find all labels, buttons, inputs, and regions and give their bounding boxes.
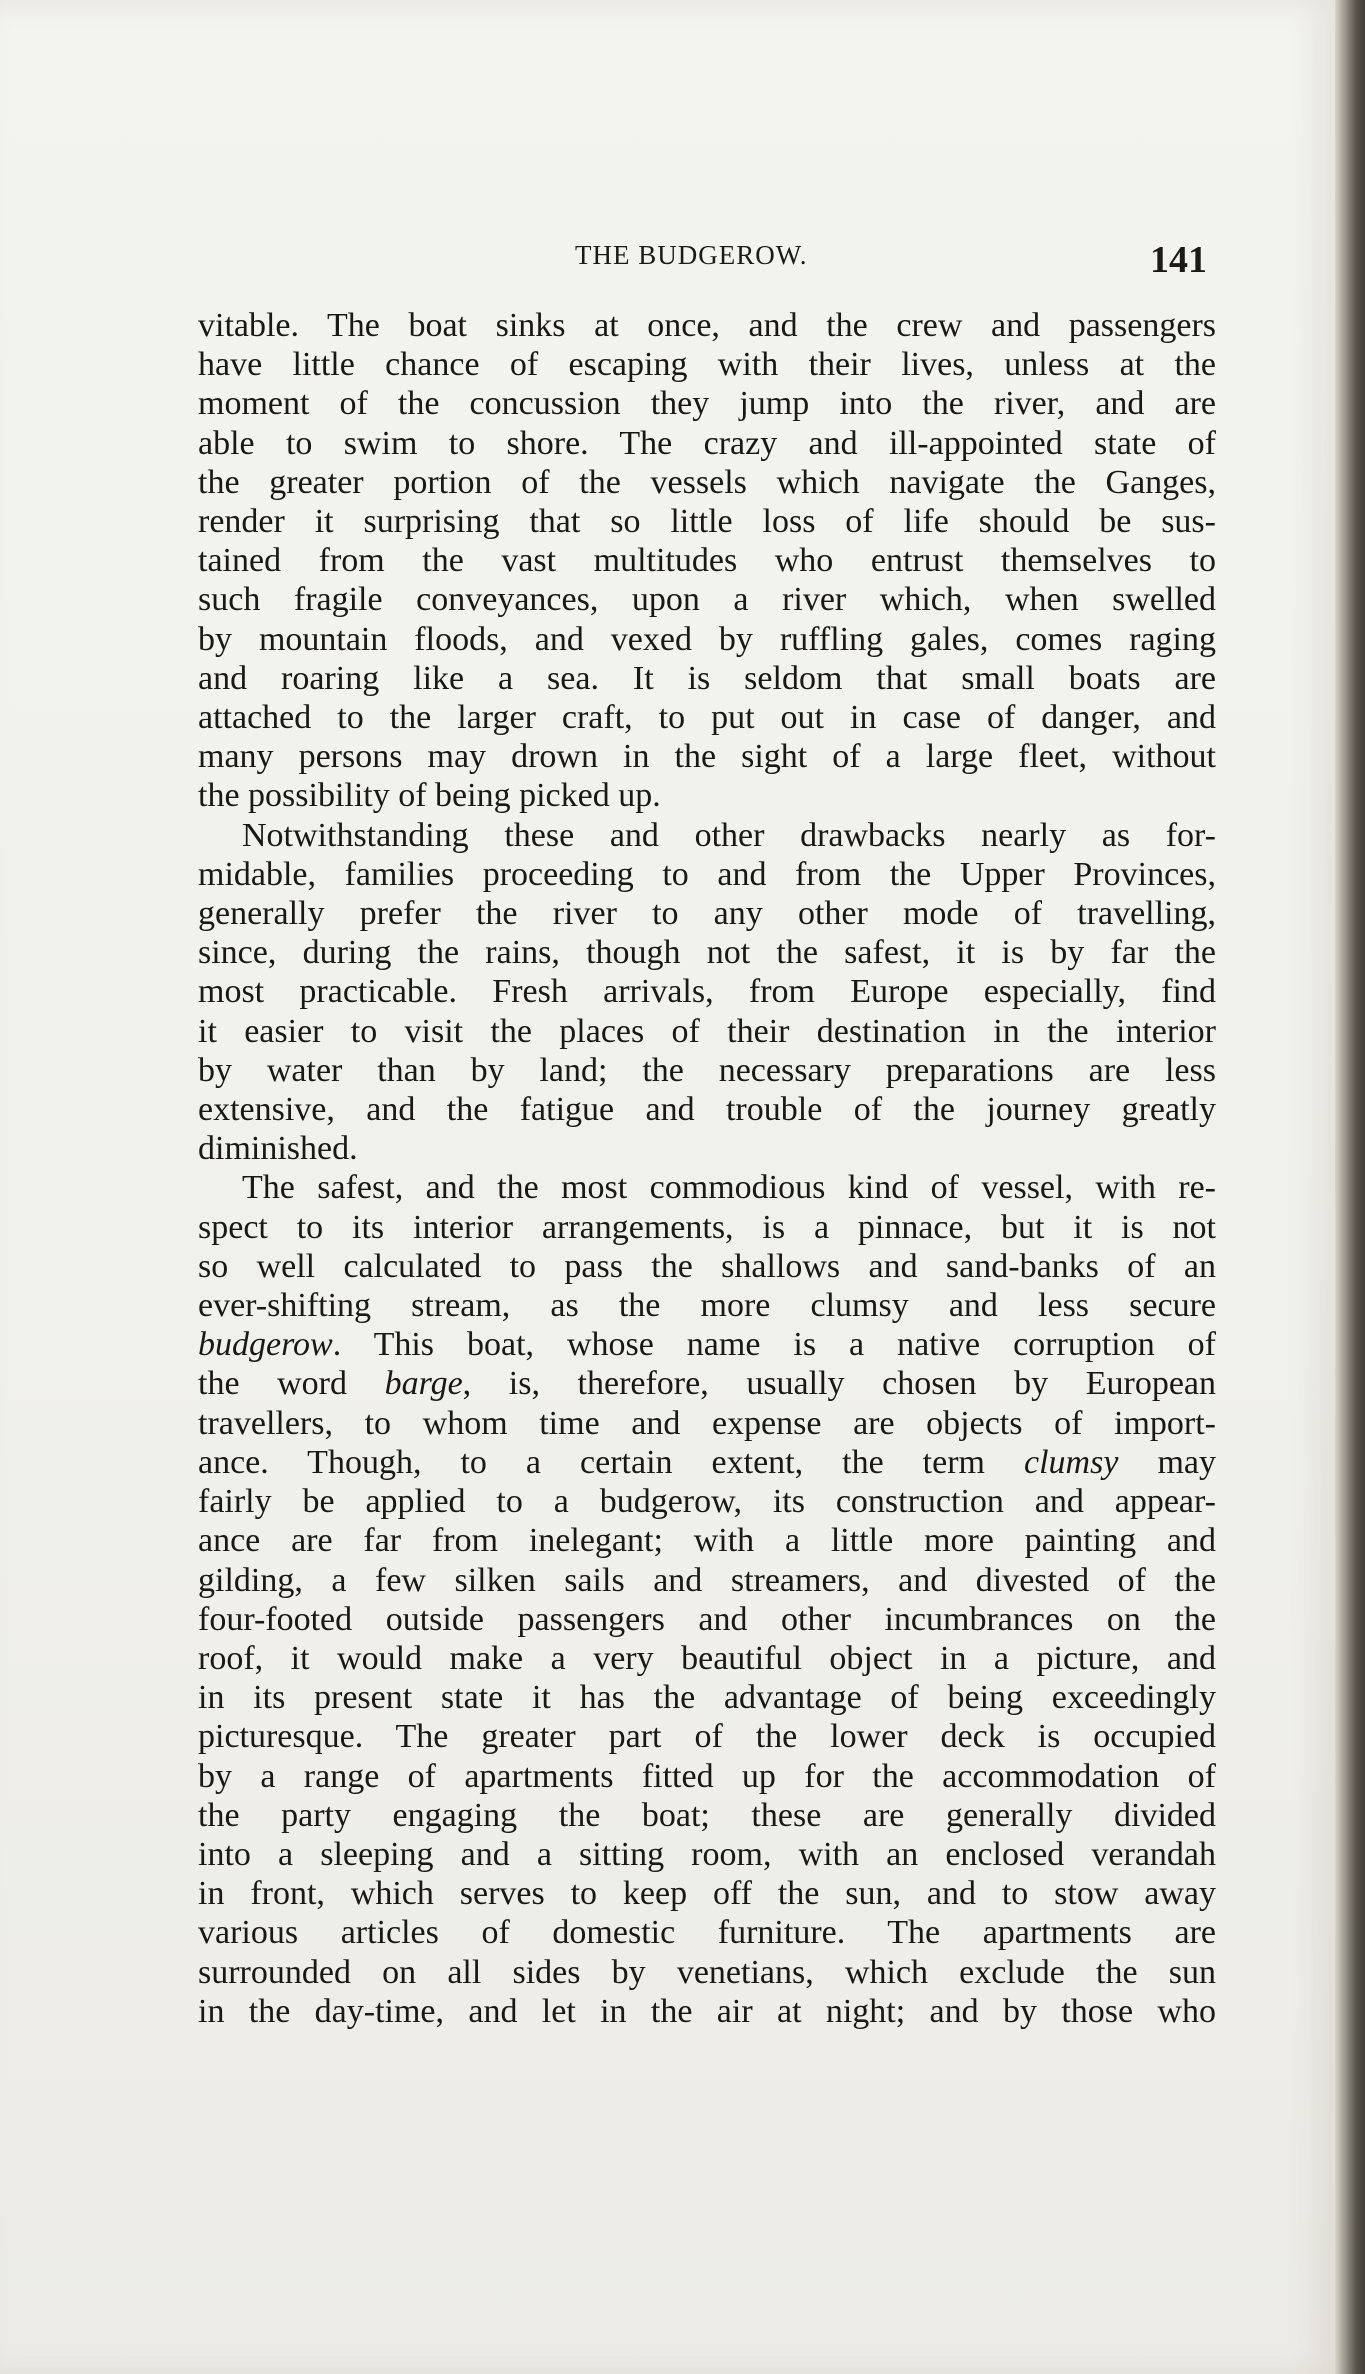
body-text — [198, 306, 1216, 2031]
text-line: most practicable. Fresh arrivals, from Europe especially, find — [198, 973, 1216, 1011]
text-line: have little chance of escaping with their lives, unless at the — [198, 346, 1216, 384]
text-line: ance are far from inelegant; with a little more painting and — [198, 1522, 1216, 1560]
text-line: picturesque. The greater part of the lower deck is occupied — [198, 1718, 1216, 1756]
text-line: four-footed outside passengers and other incumbrances on the — [198, 1600, 1216, 1638]
text-line: vitable. The boat sinks at once, and the crew and passengers — [198, 307, 1216, 344]
text-line: so well calculated to pass the shallows and sand-banks of an — [198, 1247, 1216, 1285]
text-line: such fragile conveyances, upon a river which, when swelled — [198, 581, 1216, 619]
text-line: able to swim to shore. The crazy and ill-appointed state of — [198, 424, 1216, 462]
text-line: gilding, a few silken sails and streamers, and divested of the — [198, 1561, 1216, 1599]
paragraph-2 — [198, 816, 1216, 1169]
text-line: tained from the vast multitudes who entrust themselves to — [198, 542, 1216, 580]
paragraph-1 — [198, 306, 1216, 816]
text-line: ance. Though, to a certain extent, the term clumsy may — [198, 1443, 1216, 1481]
book-spine-edge — [1335, 0, 1365, 2374]
running-head-title: THE BUDGEROW. — [575, 240, 808, 270]
text-line: spect to its interior arrangements, is a pinnace, but it is not — [198, 1208, 1216, 1246]
text-line: midable, families proceeding to and from the Upper Provinces, — [198, 855, 1216, 893]
text-line: surrounded on all sides by venetians, which exclude the sun — [198, 1953, 1216, 1991]
text-line: in the day-time, and let in the air at night; and by those who — [198, 1992, 1216, 2030]
text-line: generally prefer the river to any other mode of travelling, — [198, 895, 1216, 933]
text-line: it easier to visit the places of their destination in the interior — [198, 1012, 1216, 1050]
text-line: the word barge, is, therefore, usually chosen by European — [198, 1365, 1216, 1403]
text-line: the party engaging the boat; these are generally divided — [198, 1796, 1216, 1834]
text-line: diminished. — [198, 1130, 358, 1168]
text-line: The safest, and the most commodious kind of vessel, with re- — [242, 1169, 1216, 1207]
text-line: in front, which serves to keep off the sun, and to stow away — [198, 1875, 1216, 1913]
text-line: the possibility of being picked up. — [198, 777, 661, 815]
text-line: in its present state it has the advantage of being exceedingly — [198, 1679, 1216, 1717]
text-line: by water than by land; the necessary preparations are less — [198, 1051, 1216, 1089]
text-line: into a sleeping and a sitting room, with an enclosed verandah — [198, 1835, 1216, 1873]
text-line: since, during the rains, though not the safest, it is by far the — [198, 934, 1216, 972]
text-line: many persons may drown in the sight of a large fleet, without — [198, 738, 1216, 776]
text-line: render it surprising that so little loss of life should be sus- — [198, 503, 1216, 541]
text-line: the greater portion of the vessels which navigate the Ganges, — [198, 463, 1216, 501]
text-line: ever-shifting stream, as the more clumsy and less secure — [198, 1287, 1216, 1325]
paragraph-3 — [198, 1168, 1216, 2030]
text-line: travellers, to whom time and expense are objects of import- — [198, 1404, 1216, 1442]
text-line: budgerow. This boat, whose name is a native corruption of — [198, 1326, 1216, 1364]
text-line: by mountain floods, and vexed by ruffling gales, comes raging — [198, 620, 1216, 658]
text-line: fairly be applied to a budgerow, its construction and appear- — [198, 1483, 1216, 1521]
text-line: moment of the concussion they jump into the river, and are — [198, 385, 1216, 423]
text-line: attached to the larger craft, to put out in case of danger, and — [198, 699, 1216, 737]
page-number: 141 — [1150, 239, 1207, 281]
text-line: by a range of apartments fitted up for the accommodation of — [198, 1757, 1216, 1795]
text-line: roof, it would make a very beautiful object in a picture, and — [198, 1639, 1216, 1677]
text-line: Notwithstanding these and other drawbacks nearly as for- — [242, 816, 1216, 854]
text-line: and roaring like a sea. It is seldom that small boats are — [198, 659, 1216, 697]
text-line: various articles of domestic furniture. The apartments are — [198, 1914, 1216, 1952]
text-line: extensive, and the fatigue and trouble of the journey greatly — [198, 1091, 1216, 1129]
